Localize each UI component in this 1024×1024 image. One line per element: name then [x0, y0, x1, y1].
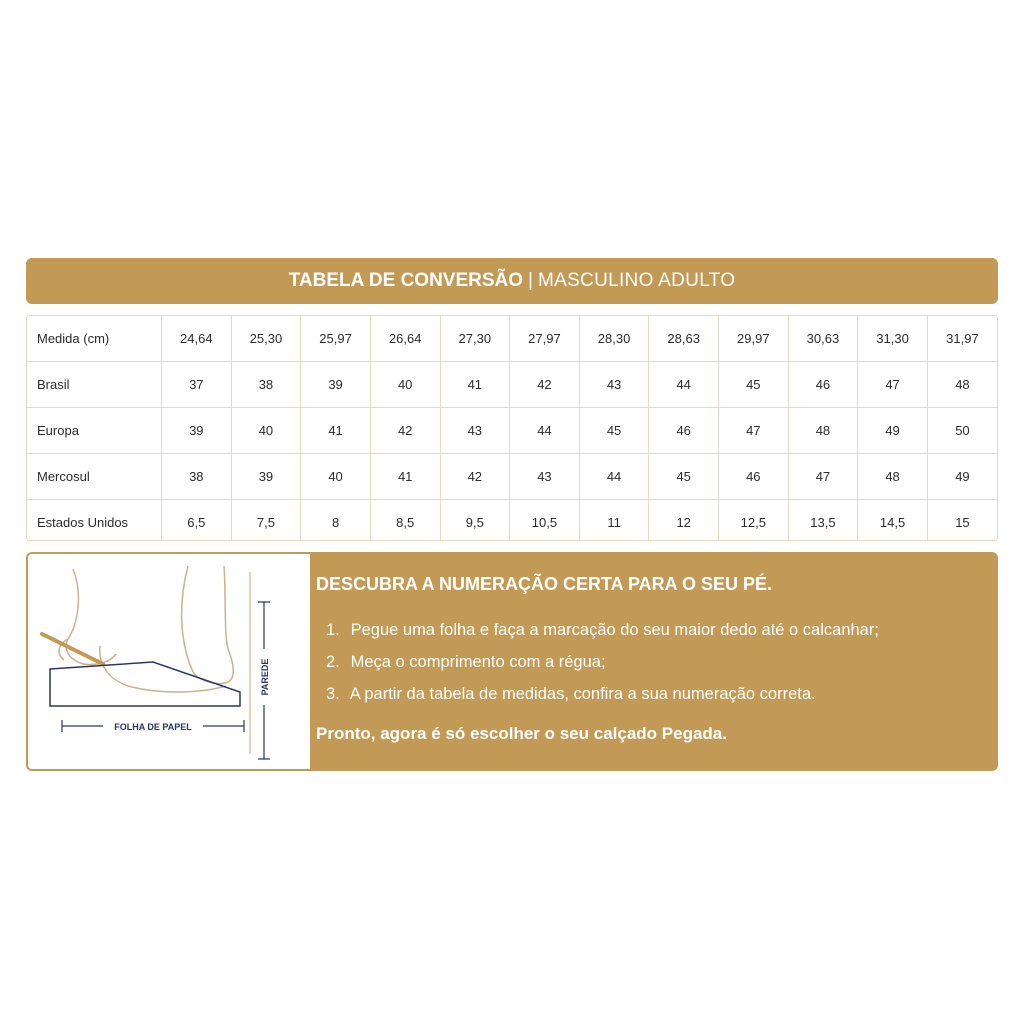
table-cell: 24,64 [162, 316, 232, 362]
table-cell: 49 [858, 408, 928, 454]
table-cell: 30,63 [788, 316, 858, 362]
table-row [27, 408, 997, 454]
table-cell: 45 [719, 362, 789, 408]
table-cell: 6,5 [162, 500, 232, 542]
table-title-separator: | [528, 270, 533, 291]
table-cell: 25,97 [301, 316, 371, 362]
table-cell: 45 [579, 408, 649, 454]
table-cell: 44 [649, 362, 719, 408]
wall-label: PAREDE [260, 658, 270, 696]
table-cell: 25,30 [231, 316, 301, 362]
guide-step-3: 3. A partir da tabela de medidas, confira a sua numeração correta. [326, 685, 816, 703]
table-cell: 43 [510, 454, 580, 500]
table-cell: 48 [927, 362, 997, 408]
measure-guide-panel [26, 552, 998, 771]
table-cell: 49 [927, 454, 997, 500]
table-cell: 9,5 [440, 500, 510, 542]
table-cell: 45 [649, 454, 719, 500]
table-cell: 27,97 [510, 316, 580, 362]
table-cell: 42 [370, 408, 440, 454]
table-cell: 41 [370, 454, 440, 500]
table-cell: 27,30 [440, 316, 510, 362]
row-label: Estados Unidos [27, 500, 162, 542]
table-cell: 44 [510, 408, 580, 454]
table-cell: 41 [440, 362, 510, 408]
table-cell: 43 [579, 362, 649, 408]
table-cell: 8,5 [370, 500, 440, 542]
table-cell: 44 [579, 454, 649, 500]
table-cell: 48 [858, 454, 928, 500]
table-cell: 13,5 [788, 500, 858, 542]
table-cell: 12,5 [719, 500, 789, 542]
table-cell: 38 [162, 454, 232, 500]
guide-step-2: 2. Meça o comprimento com a régua; [326, 653, 606, 671]
table-cell: 38 [231, 362, 301, 408]
table-cell: 46 [719, 454, 789, 500]
paper-label: FOLHA DE PAPEL [114, 722, 192, 732]
table-cell: 37 [162, 362, 232, 408]
table-cell: 7,5 [231, 500, 301, 542]
table-cell: 15 [927, 500, 997, 542]
table-cell: 39 [162, 408, 232, 454]
table-cell: 47 [788, 454, 858, 500]
table-cell: 29,97 [719, 316, 789, 362]
table-cell: 11 [579, 500, 649, 542]
row-label: Brasil [27, 362, 162, 408]
table-cell: 46 [649, 408, 719, 454]
guide-heading: DESCUBRA A NUMERAÇÃO CERTA PARA O SEU PÉ. [316, 574, 773, 594]
table-cell: 43 [440, 408, 510, 454]
table-cell: 39 [301, 362, 371, 408]
table-cell: 31,97 [927, 316, 997, 362]
foot-measure-illustration [28, 554, 310, 769]
table-cell: 41 [301, 408, 371, 454]
table-row [27, 362, 997, 408]
table-cell: 42 [440, 454, 510, 500]
table-cell: 14,5 [858, 500, 928, 542]
table-row [27, 454, 997, 500]
table-cell: 42 [510, 362, 580, 408]
table-cell: 48 [788, 408, 858, 454]
guide-final-note: Pronto, agora é só escolher o seu calçado Pegada. [316, 724, 727, 743]
table-cell: 28,30 [579, 316, 649, 362]
table-cell: 47 [719, 408, 789, 454]
table-cell: 46 [788, 362, 858, 408]
table-cell: 40 [301, 454, 371, 500]
table-cell: 8 [301, 500, 371, 542]
table-title-main: TABELA DE CONVERSÃO [288, 270, 524, 291]
foot-on-paper-icon [28, 554, 310, 769]
row-label: Europa [27, 408, 162, 454]
table-cell: 28,63 [649, 316, 719, 362]
table-cell: 50 [927, 408, 997, 454]
table-row [27, 316, 997, 362]
table-cell: 12 [649, 500, 719, 542]
row-label: Medida (cm) [27, 316, 162, 362]
table-cell: 31,30 [858, 316, 928, 362]
conversion-table [26, 315, 998, 541]
table-cell: 40 [370, 362, 440, 408]
table-cell: 26,64 [370, 316, 440, 362]
guide-steps [326, 621, 879, 717]
row-label: Mercosul [27, 454, 162, 500]
table-title-bar [26, 258, 998, 304]
table-row [27, 500, 997, 542]
table-title-subtitle: MASCULINO ADULTO [537, 270, 736, 291]
guide-step-1: 1. Pegue uma folha e faça a marcação do seu maior dedo até o calcanhar; [326, 621, 879, 639]
table-cell: 47 [858, 362, 928, 408]
table-cell: 10,5 [510, 500, 580, 542]
table-cell: 40 [231, 408, 301, 454]
table-cell: 39 [231, 454, 301, 500]
